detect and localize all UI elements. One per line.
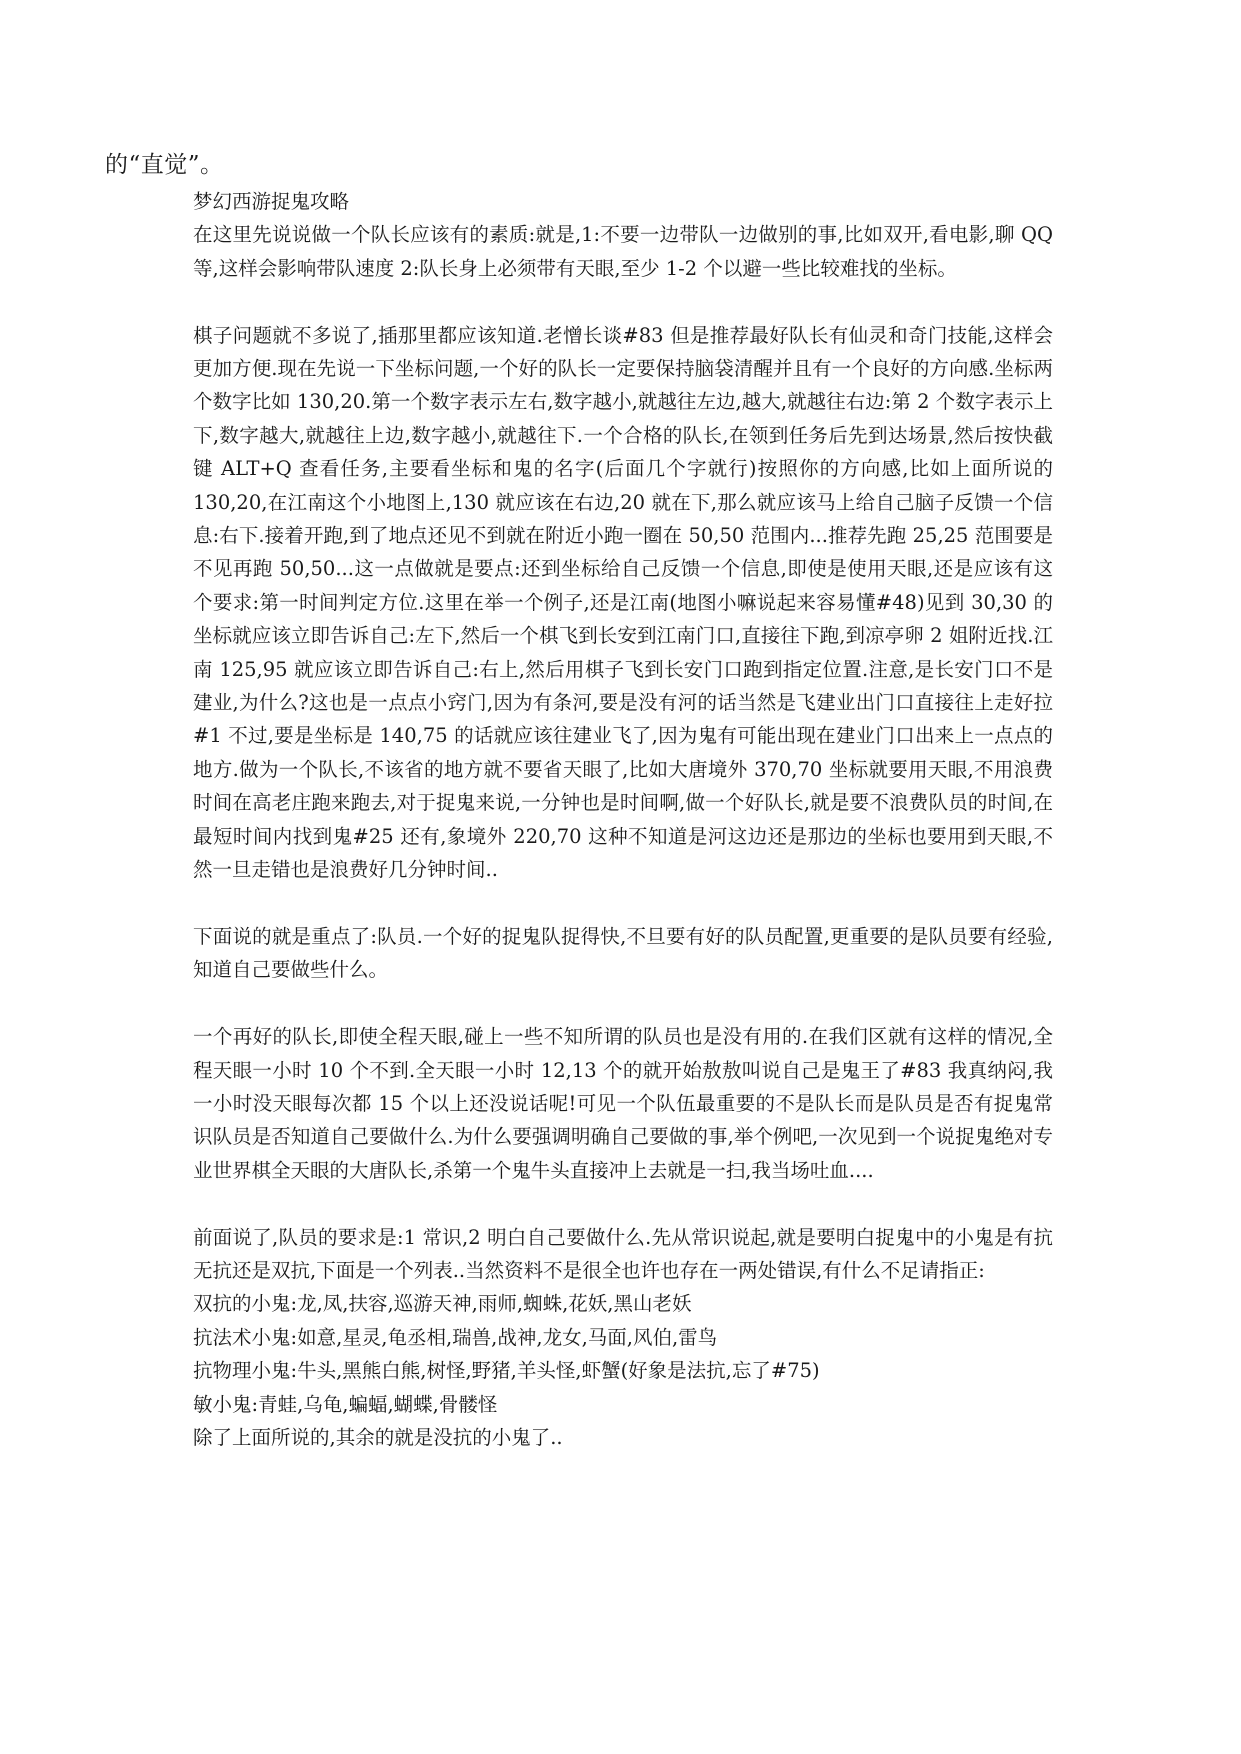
paragraph-requirements: 前面说了,队员的要求是:1 常识,2 明白自己要做什么.先从常识说起,就是要明白捉鬼中的小鬼是有抗无抗还是双抗,下面是一个列表..当然资料不是很全也许也存在一两处错误,有什么不足请指正: bbox=[193, 1225, 1053, 1282]
paragraph-example: 一个再好的队长,即使全程天眼,碰上一些不知所谓的队员也是没有用的.在我们区就有这样的情况,全程天眼一小时 10 个不到.全天眼一小时 12,13 个的就开始敖敖叫说自己是鬼王了#83 我真纳闷,我一小时没天眼每次都 15 个以上还没说话呢!可见一个队伍最重要的不是队长而是队员是否有捉鬼常识队员是否知道自己要做什么.为什么要强调明确自己要做的事,举个例吧,一次见到一个说捉鬼绝对专业世界棋全天眼的大唐队长,杀第一个鬼牛头直接冲上去就是一扫,我当场吐血.... bbox=[193, 1025, 1053, 1182]
paragraph-coordinates: 棋子问题就不多说了,插那里都应该知道.老憎长谈#83 但是推荐最好队长有仙灵和奇门技能,这样会更加方便.现在先说一下坐标问题,一个好的队长一定要保持脑袋清醒并且有一个良好的方向感.坐标两个数字比如 130,20.第一个数字表示左右,数字越小,就越往左边,越大,就越往右边:第 2 个数字表示上下,数字越大,就越往上边,数字越小,就越往下.一个合格的队长,在领到任务后先到达场景,然后按快截键 ALT+Q 查看任务,主要看坐标和鬼的名字(后面几个字就行)按照你的方向感,比如上面所说的 130,20,在江南这个小地图上,130 就应该在右边,20 就在下,那么就应该马上给自己脑子反馈一个信息:右下.接着开跑,到了地点还见不到就在附近小跑一圈在 50,50 范围内...推荐先跑 25,25 范围要是不见再跑 50,50...这一点做就是要点:还到坐标给自己反馈一个信息,即使是使用天眼,还是应该有这个要求:第一时间判定方位.这里在举一个例子,还是江南(地图小嘛说起来容易懂#48)见到 30,30 的坐标就应该立即告诉自己:左下,然后一个棋飞到长安到江南门口,直接往下跑,到凉亭卵 2 姐附近找.江南 125,95 就应该立即告诉自己:右上,然后用棋子飞到长安门口跑到指定位置.注意,是长安门口不是建业,为什么?这也是一点点小窍门,因为有条河,要是没有河的话当然是飞建业出门口直接往上走好拉#1 不过,要是坐标是 140,75 的话就应该往建业飞了,因为鬼有可能出现在建业门口出来上一点点的地方.做为一个队长,不该省的地方就不要省天眼了,比如大唐境外 370,70 坐标就要用天眼,不用浪费时间在高老庄跑来跑去,对于捉鬼来说,一分钟也是时间啊,做一个好队长,就是要不浪费队员的时间,在最短时间内找到鬼#25 还有,象境外 220,70 这种不知道是河这边还是那边的坐标也要用到天眼,不然一旦走错也是浪费好几分钟时间.. bbox=[193, 323, 1053, 882]
list-line-physical-resist: 抗物理小鬼:牛头,黑熊白熊,树怪,野猪,羊头怪,虾蟹(好象是法抗,忘了#75) bbox=[193, 1359, 820, 1383]
list-line-agile: 敏小鬼:青蛙,乌龟,蝙蝠,蝴蝶,骨髅怪 bbox=[193, 1392, 498, 1416]
article-title: 梦幻西游捉鬼攻略 bbox=[193, 190, 350, 213]
paragraph-team-members: 下面说的就是重点了:队员.一个好的捉鬼队捉得快,不旦要有好的队员配置,更重要的是队员要有经验,知道自己要做些什么。 bbox=[193, 924, 1053, 982]
list-line-dual-resist: 双抗的小鬼:龙,凤,扶容,巡游天神,雨师,蜘蛛,花妖,黑山老妖 bbox=[193, 1292, 692, 1316]
paragraph-captain-qualities: 在这里先说说做一个队长应该有的素质:就是,1:不要一边带队一边做别的事,比如双开,看电影,聊 QQ 等,这样会影响带队速度 2:队长身上必须带有天眼,至少 1-2 个以避一些比较难找的坐标。 bbox=[193, 223, 1053, 280]
continued-line: 的“直觉”。 bbox=[105, 152, 224, 178]
article-body bbox=[193, 185, 1053, 1454]
list-line-magic-resist: 抗法术小鬼:如意,星灵,龟丞相,瑞兽,战神,龙女,马面,风伯,雷鸟 bbox=[193, 1325, 718, 1349]
list-line-remainder: 除了上面所说的,其余的就是没抗的小鬼了.. bbox=[193, 1425, 563, 1449]
